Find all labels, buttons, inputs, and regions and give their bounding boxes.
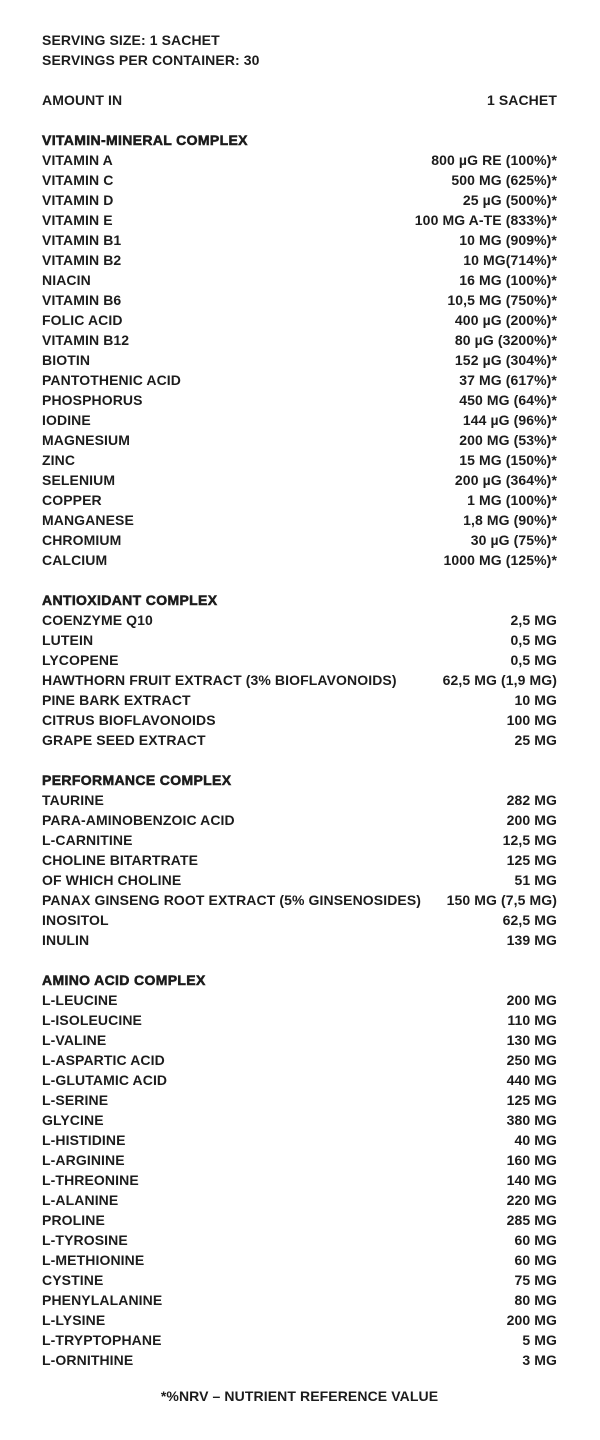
- ingredient-name: PHOSPHORUS: [42, 392, 143, 408]
- ingredient-amount: 400 µG (200%)*: [454, 312, 557, 328]
- ingredient-amount: 12,5 MG: [502, 832, 557, 848]
- table-row: [42, 610, 557, 630]
- ingredient-name: PHENYLALANINE: [42, 1292, 163, 1308]
- table-row: [42, 490, 557, 510]
- ingredient-name: PARA-AMINOBENZOIC ACID: [42, 812, 235, 828]
- ingredient-amount: 5 MG: [522, 1332, 557, 1348]
- table-row: [42, 890, 557, 910]
- ingredient-amount: 10 MG (909%)*: [459, 232, 557, 248]
- ingredient-name: MANGANESE: [42, 512, 134, 528]
- ingredient-amount: 30 µG (75%)*: [470, 532, 557, 548]
- ingredient-amount: 144 µG (96%)*: [462, 412, 557, 428]
- ingredient-name: L-METHIONINE: [42, 1252, 145, 1268]
- amount-in-value: 1 SACHET: [486, 92, 557, 108]
- table-row: [42, 510, 557, 530]
- ingredient-amount: 200 MG: [506, 1312, 557, 1328]
- table-row: [42, 1050, 557, 1070]
- ingredient-amount: 200 MG: [506, 812, 557, 828]
- table-row: [42, 670, 557, 690]
- table-row: [42, 310, 557, 330]
- table-row: [42, 1210, 557, 1230]
- ingredient-name: PINE BARK EXTRACT: [42, 692, 191, 708]
- ingredient-name: L-VALINE: [42, 1032, 107, 1048]
- table-row: [42, 190, 557, 210]
- amount-header-row: [42, 90, 557, 110]
- ingredient-amount: 0,5 MG: [510, 632, 557, 648]
- table-row: [42, 470, 557, 490]
- table-row: [42, 550, 557, 570]
- table-row: [42, 850, 557, 870]
- ingredient-amount: 37 MG (617%)*: [459, 372, 557, 388]
- ingredient-name: INOSITOL: [42, 912, 109, 928]
- table-row: [42, 1250, 557, 1270]
- table-row: [42, 1030, 557, 1050]
- ingredient-amount: 200 MG (53%)*: [459, 432, 557, 448]
- ingredient-amount: 1000 MG (125%)*: [443, 552, 557, 568]
- ingredient-amount: 16 MG (100%)*: [459, 272, 557, 288]
- ingredient-name: L-TYROSINE: [42, 1232, 128, 1248]
- table-row: [42, 1110, 557, 1130]
- table-row: [42, 1010, 557, 1030]
- table-row: [42, 810, 557, 830]
- ingredient-name: PANAX GINSENG ROOT EXTRACT (5% GINSENOSIDES): [42, 892, 422, 908]
- table-row: [42, 1070, 557, 1090]
- ingredient-name: PROLINE: [42, 1212, 105, 1228]
- ingredient-name: L-ISOLEUCINE: [42, 1012, 142, 1028]
- table-row: [42, 1290, 557, 1310]
- ingredient-amount: 75 MG: [514, 1272, 557, 1288]
- table-row: [42, 1330, 557, 1350]
- ingredient-name: PANTOTHENIC ACID: [42, 372, 182, 388]
- table-row: [42, 290, 557, 310]
- ingredient-name: L-ORNITHINE: [42, 1352, 134, 1368]
- table-row: [42, 250, 557, 270]
- table-row: [42, 390, 557, 410]
- table-row: [42, 1090, 557, 1110]
- table-row: [42, 730, 557, 750]
- table-row: [42, 270, 557, 290]
- ingredient-amount: 10 MG: [514, 692, 557, 708]
- servings-per-container-text: SERVINGS PER CONTAINER: 30: [42, 52, 260, 68]
- table-row: [42, 1310, 557, 1330]
- table-row: [42, 650, 557, 670]
- section-antioxidant-complex: [42, 590, 557, 750]
- ingredient-name: L-CARNITINE: [42, 832, 133, 848]
- ingredient-amount: 1,8 MG (90%)*: [463, 512, 557, 528]
- ingredient-name: SELENIUM: [42, 472, 116, 488]
- table-row: [42, 990, 557, 1010]
- table-row: [42, 790, 557, 810]
- table-row: [42, 1350, 557, 1370]
- ingredient-amount: 160 MG: [506, 1152, 557, 1168]
- ingredient-amount: 220 MG: [506, 1192, 557, 1208]
- section-amino-acid-complex: [42, 970, 557, 1370]
- ingredient-name: VITAMIN A: [42, 152, 113, 168]
- ingredient-name: VITAMIN C: [42, 172, 114, 188]
- ingredient-amount: 200 MG: [506, 992, 557, 1008]
- ingredient-name: OF WHICH CHOLINE: [42, 872, 182, 888]
- ingredient-name: L-HISTIDINE: [42, 1132, 126, 1148]
- ingredient-name: CITRUS BIOFLAVONOIDS: [42, 712, 216, 728]
- ingredient-name: L-ASPARTIC ACID: [42, 1052, 165, 1068]
- table-row: [42, 910, 557, 930]
- ingredient-amount: 100 MG A-TE (833%)*: [414, 212, 557, 228]
- ingredient-name: FOLIC ACID: [42, 312, 123, 328]
- table-row: [42, 1190, 557, 1210]
- ingredient-amount: 130 MG: [506, 1032, 557, 1048]
- ingredient-name: HAWTHORN FRUIT EXTRACT (3% BIOFLAVONOIDS): [42, 672, 397, 688]
- table-row: [42, 210, 557, 230]
- ingredient-amount: 285 MG: [506, 1212, 557, 1228]
- ingredient-name: L-SERINE: [42, 1092, 109, 1108]
- ingredient-name: L-LEUCINE: [42, 992, 118, 1008]
- serving-size-text: SERVING SIZE: 1 SACHET: [42, 32, 220, 48]
- sections: [42, 130, 557, 1370]
- ingredient-amount: 60 MG: [514, 1232, 557, 1248]
- ingredient-amount: 380 MG: [506, 1112, 557, 1128]
- table-row: [42, 690, 557, 710]
- ingredient-name: COENZYME Q10: [42, 612, 153, 628]
- table-row: [42, 530, 557, 550]
- table-row: [42, 1230, 557, 1250]
- table-row: [42, 1270, 557, 1290]
- ingredient-amount: 62,5 MG: [502, 912, 557, 928]
- ingredient-name: IODINE: [42, 412, 91, 428]
- section-title: AMINO ACID COMPLEX: [42, 972, 206, 988]
- ingredient-amount: 2,5 MG: [510, 612, 557, 628]
- ingredient-name: L-GLUTAMIC ACID: [42, 1072, 168, 1088]
- ingredient-name: LYCOPENE: [42, 652, 119, 668]
- ingredient-name: L-THREONINE: [42, 1172, 139, 1188]
- ingredient-amount: 440 MG: [506, 1072, 557, 1088]
- amount-in-label: AMOUNT IN: [42, 92, 123, 108]
- ingredient-amount: 10,5 MG (750%)*: [447, 292, 557, 308]
- table-row: [42, 830, 557, 850]
- table-row: [42, 1130, 557, 1150]
- table-row: [42, 930, 557, 950]
- ingredient-amount: 10 MG(714%)*: [463, 252, 557, 268]
- ingredient-amount: 62,5 MG (1,9 MG): [442, 672, 557, 688]
- ingredient-amount: 51 MG: [514, 872, 557, 888]
- ingredient-amount: 200 µG (364%)*: [454, 472, 557, 488]
- ingredient-amount: 1 MG (100%)*: [467, 492, 557, 508]
- table-row: [42, 410, 557, 430]
- ingredient-name: VITAMIN B12: [42, 332, 130, 348]
- ingredient-amount: 250 MG: [506, 1052, 557, 1068]
- ingredient-amount: 3 MG: [522, 1352, 557, 1368]
- ingredient-amount: 0,5 MG: [510, 652, 557, 668]
- nrv-footnote: *%NRV – NUTRIENT REFERENCE VALUE: [160, 1388, 439, 1404]
- ingredient-amount: 25 µG (500%)*: [462, 192, 557, 208]
- ingredient-name: GRAPE SEED EXTRACT: [42, 732, 206, 748]
- ingredient-name: VITAMIN D: [42, 192, 114, 208]
- ingredient-amount: 80 µG (3200%)*: [454, 332, 557, 348]
- table-row: [42, 170, 557, 190]
- section-vitamin-mineral-complex: [42, 130, 557, 570]
- ingredient-name: CALCIUM: [42, 552, 108, 568]
- section-title: ANTIOXIDANT COMPLEX: [42, 592, 218, 608]
- table-row: [42, 350, 557, 370]
- ingredient-amount: 125 MG: [506, 852, 557, 868]
- table-row: [42, 1150, 557, 1170]
- ingredient-name: L-ARGININE: [42, 1152, 125, 1168]
- section-performance-complex: [42, 770, 557, 950]
- ingredient-amount: 152 µG (304%)*: [454, 352, 557, 368]
- table-row: [42, 330, 557, 350]
- ingredient-name: L-LYSINE: [42, 1312, 106, 1328]
- table-row: [42, 870, 557, 890]
- ingredient-name: CHROMIUM: [42, 532, 122, 548]
- ingredient-amount: 125 MG: [506, 1092, 557, 1108]
- ingredient-name: L-TRYPTOPHANE: [42, 1332, 162, 1348]
- ingredient-amount: 140 MG: [506, 1172, 557, 1188]
- ingredient-name: GLYCINE: [42, 1112, 104, 1128]
- ingredient-amount: 500 MG (625%)*: [451, 172, 557, 188]
- table-row: [42, 430, 557, 450]
- ingredient-name: INULIN: [42, 932, 90, 948]
- ingredient-amount: 450 MG (64%)*: [459, 392, 557, 408]
- ingredient-name: L-ALANINE: [42, 1192, 119, 1208]
- ingredient-amount: 110 MG: [507, 1012, 557, 1028]
- ingredient-name: VITAMIN B6: [42, 292, 122, 308]
- ingredient-amount: 282 MG: [506, 792, 557, 808]
- ingredient-name: LUTEIN: [42, 632, 94, 648]
- ingredient-amount: 139 MG: [506, 932, 557, 948]
- table-row: [42, 630, 557, 650]
- ingredient-amount: 60 MG: [514, 1252, 557, 1268]
- ingredient-name: VITAMIN E: [42, 212, 113, 228]
- ingredient-name: CHOLINE BITARTRATE: [42, 852, 199, 868]
- table-row: [42, 230, 557, 250]
- ingredient-name: COPPER: [42, 492, 102, 508]
- ingredient-name: TAURINE: [42, 792, 104, 808]
- section-title: PERFORMANCE COMPLEX: [42, 772, 232, 788]
- table-row: [42, 1170, 557, 1190]
- ingredient-amount: 100 MG: [506, 712, 557, 728]
- table-row: [42, 150, 557, 170]
- table-row: [42, 710, 557, 730]
- ingredient-name: BIOTIN: [42, 352, 91, 368]
- section-title: VITAMIN-MINERAL COMPLEX: [42, 132, 248, 148]
- ingredient-name: MAGNESIUM: [42, 432, 131, 448]
- ingredient-amount: 150 MG (7,5 MG): [446, 892, 557, 908]
- ingredient-amount: 15 MG (150%)*: [459, 452, 557, 468]
- ingredient-amount: 80 MG: [514, 1292, 557, 1308]
- ingredient-amount: 40 MG: [514, 1132, 557, 1148]
- ingredient-amount: 800 µG RE (100%)*: [431, 152, 557, 168]
- serving-info-block: [42, 30, 557, 70]
- ingredient-name: VITAMIN B2: [42, 252, 122, 268]
- ingredient-name: ZINC: [42, 452, 76, 468]
- ingredient-name: VITAMIN B1: [42, 232, 122, 248]
- table-row: [42, 370, 557, 390]
- table-row: [42, 450, 557, 470]
- ingredient-name: NIACIN: [42, 272, 91, 288]
- ingredient-amount: 25 MG: [514, 732, 557, 748]
- ingredient-name: CYSTINE: [42, 1272, 104, 1288]
